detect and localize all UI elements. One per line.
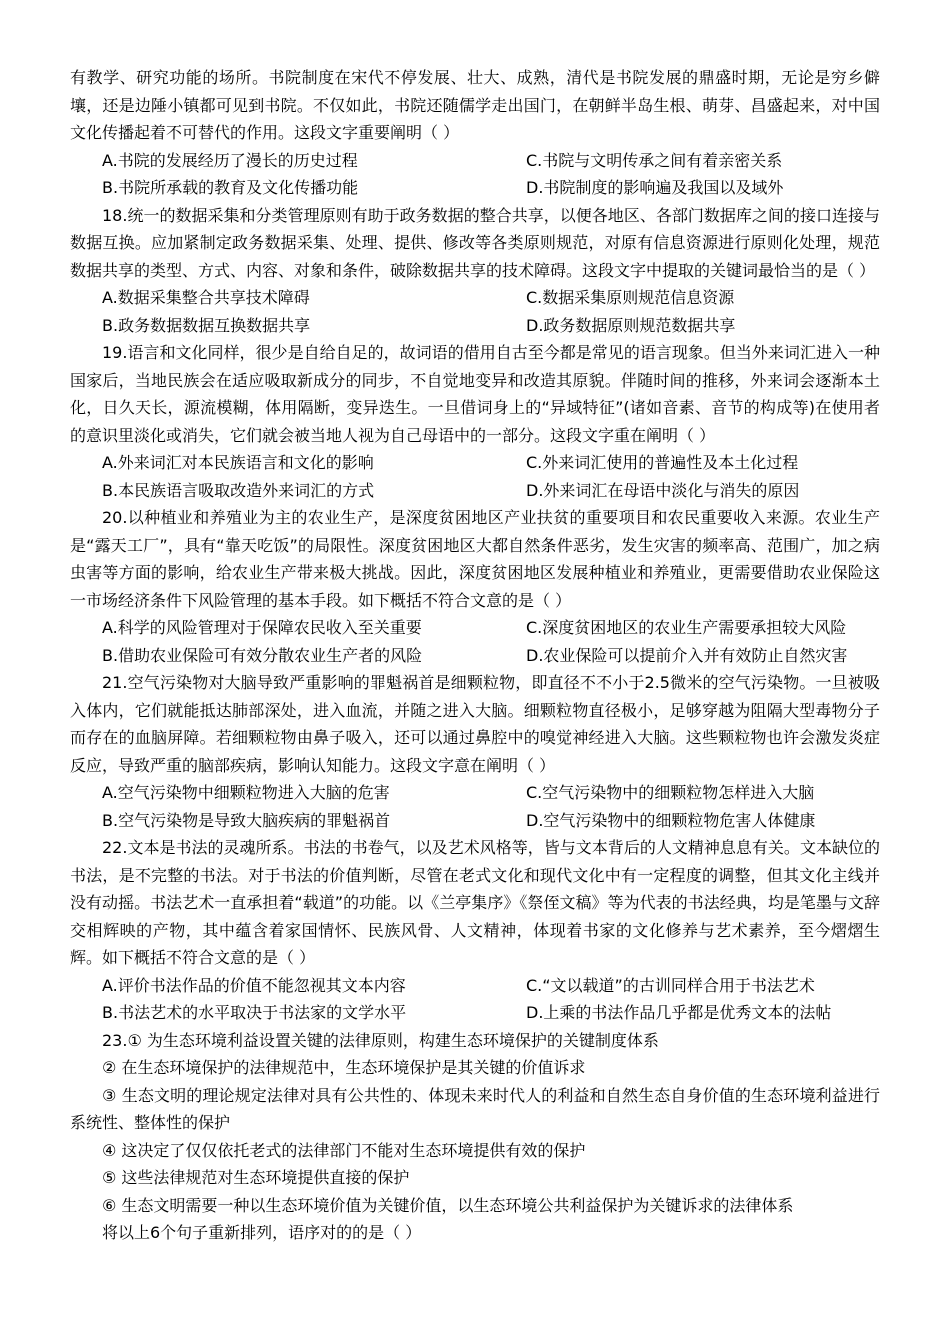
q22-option-d[interactable]: D.上乘的书法作品几乎都是优秀文本的法帖 (526, 1003, 832, 1022)
q20-option-c[interactable]: C.深度贫困地区的农业生产需要承担较大风险 (526, 618, 847, 637)
q22-stem: 22.文本是书法的灵魂所系。书法的书卷气，以及艺术风格等，皆与文本背后的人文精神息息有关。文本缺位的书法，是不完整的书法。对于书法的价值判断，尽管在老式文化和现代文化中有一定程度的调整，但其文化主线并没有动摇。书法艺术一直承担着“载道”的功能。以《兰亭集序》《祭侄文稿》等为代表的书法经典，均是笔墨与文辞交相辉映的产物，其中蕴含着家国情怀、民族风骨、人文精神，体现着书家的文化修养与艺术素养，至今熠熠生辉。如下概括不符合文意的是（ ） (70, 838, 880, 967)
q18-options (70, 284, 880, 339)
q19-stem: 19.语言和文化同样，很少是自给自足的，故词语的借用自古至今都是常见的语言现象。但当外来词汇进入一种国家后，当地民族会在适应吸取新成分的同步，不自觉地变异和改造其原貌。伴随时间的推移，外来词会逐渐本土化，日久天长，源流模糊，体用隔断，变异迭生。一旦借词身上的“异域特征”(诸如音素、音节的构成等)在使用者的意识里淡化或消失，它们就会被当地人视为自己母语中的一部分。这段文字重在阐明（ ） (70, 343, 880, 445)
q19-option-d[interactable]: D.外来词汇在母语中淡化与消失的原因 (526, 480, 800, 500)
q22-option-b[interactable]: B.书法艺术的水平取决于书法家的文学水平 (102, 1003, 407, 1022)
q18-option-d[interactable]: D.政务数据原则规范数据共享 (526, 315, 736, 335)
q22-option-c[interactable]: C.“文以载道”的古训同样合用于书法艺术 (526, 975, 815, 995)
q22-option-a[interactable]: A.评价书法作品的价值不能忽视其文本内容 (102, 975, 406, 995)
q21-option-c[interactable]: C.空气污染物中的细颗粒物怎样进入大脑 (526, 783, 815, 802)
q18-option-b[interactable]: B.政务数据数据互换数据共享 (102, 315, 311, 335)
q21-options (70, 779, 880, 834)
q23-sentence-1: 23.① 为生态环境利益设置关键的法律原则，构建生态环境保护的关键制度体系 (102, 1030, 659, 1050)
q19-option-c[interactable]: C.外来词汇使用的普遍性及本土化过程 (526, 453, 799, 472)
q17-option-d[interactable]: D.书院制度的影响遍及我国以及域外 (526, 178, 784, 197)
q21-option-d[interactable]: D.空气污染物中的细颗粒物危害人体健康 (526, 810, 816, 830)
q21-option-a[interactable]: A.空气污染物中细颗粒物进入大脑的危害 (102, 783, 390, 802)
q21-option-b[interactable]: B.空气污染物是导致大脑疾病的罪魁祸首 (102, 810, 391, 830)
q20-option-a[interactable]: A.科学的风险管理对于保障农民收入至关重要 (102, 618, 422, 637)
q20-stem: 20.以种植业和养殖业为主的农业生产，是深度贫困地区产业扶贫的重要项目和农民重要收入来源。农业生产是“露天工厂”，具有“靠天吃饭”的局限性。深度贫困地区大都自然条件恶劣，发生灾害的频率高、范围广，加之病虫害等方面的影响，给农业生产带来极大挑战。因此，深度贫困地区发展种植业和养殖业，更需要借助农业保险这一市场经济条件下风险管理的基本手段。如下概括不符合文意的是（ ） (70, 508, 880, 610)
q18-option-a[interactable]: A.数据采集整合共享技术障碍 (102, 288, 310, 307)
q19-options (70, 449, 880, 504)
q23-sentence-3: ③ 生态文明的理论规定法律对具有公共性的、体现未来时代人的利益和自然生态自身价值的生态环境利益进行系统性、整体性的保护 (70, 1085, 880, 1132)
q19-option-b[interactable]: B.本民族语言吸取改造外来词汇的方式 (102, 480, 375, 500)
q23-sentence-5: ⑤ 这些法律规范对生态环境提供直接的保护 (102, 1168, 410, 1187)
q23-sentence-6: ⑥ 生态文明需要一种以生态环境价值为关键价值，以生态环境公共利益保护为关键诉求的法律体系 (102, 1195, 794, 1215)
q17-options (70, 147, 880, 202)
q19-option-a[interactable]: A.外来词汇对本民族语言和文化的影响 (102, 453, 374, 472)
q20-option-b[interactable]: B.借助农业保险可有效分散农业生产者的风险 (102, 645, 423, 665)
q17-option-c[interactable]: C.书院与文明传承之间有着亲密关系 (526, 150, 783, 170)
q22-options (70, 972, 880, 1027)
q20-option-d[interactable]: D.农业保险可以提前介入并有效防止自然灾害 (526, 645, 848, 665)
q23-question: 将以上6个句子重新排列，语序对的的是（ ） (102, 1223, 422, 1242)
q23-sentence-2: ② 在生态环境保护的法律规范中，生态环境保护是其关键的价值诉求 (102, 1058, 586, 1077)
q17-option-a[interactable]: A.书院的发展经历了漫长的历史过程 (102, 150, 358, 170)
q21-stem: 21.空气污染物对大脑导致严重影响的罪魁祸首是细颗粒物，即直径不不小于2.5微米的空气污染物。一旦被吸入体内，它们就能抵达肺部深处，进入血流，并随之进入大脑。细颗粒物直径极小，足够穿越为阻隔大型毒物分子而存在的血脑屏障。若细颗粒物由鼻子吸入，还可以通过鼻腔中的嗅觉神经进入大脑。这些颗粒物也许会激发炎症反应，导致严重的脑部疾病，影响认知能力。这段文字意在阐明（ ） (70, 673, 880, 775)
q18-stem: 18.统一的数据采集和分类管理原则有助于政务数据的整合共享，以便各地区、各部门数据库之间的接口连接与数据互换。应加紧制定政务数据采集、处理、提供、修改等各类原则规范，对原有信息资源进行原则化处理，规范数据共享的类型、方式、内容、对象和条件，破除数据共享的技术障碍。这段文字中提取的关键词最恰当的是（ ） (70, 205, 880, 280)
q23-sentence-4: ④ 这决定了仅仅依托老式的法律部门不能对生态环境提供有效的保护 (102, 1140, 586, 1160)
q18-option-c[interactable]: C.数据采集原则规范信息资源 (526, 288, 735, 307)
q17-option-b[interactable]: B.书院所承载的教育及文化传播功能 (102, 178, 359, 197)
q20-options (70, 614, 880, 669)
q17-stem: 有教学、研究功能的场所。书院制度在宋代不停发展、壮大、成熟，清代是书院发展的鼎盛时期，无论是穷乡僻壤，还是边陲小镇都可见到书院。不仅如此，书院还随儒学走出国门，在朝鲜半岛生根、萌芽、昌盛起来，对中国文化传播起着不可替代的作用。这段文字重要阐明（ ） (70, 68, 880, 142)
